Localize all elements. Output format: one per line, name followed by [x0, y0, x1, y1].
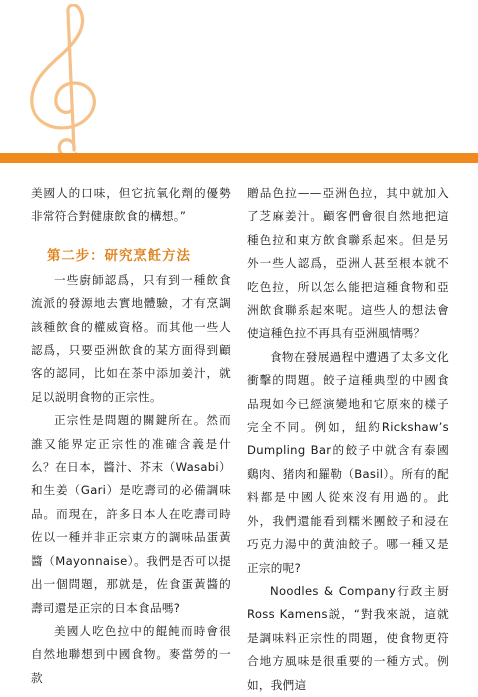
paragraph: 贈品色拉——亞洲色拉，其中就加入了芝麻姜汁。顧客們會很自然地把這種色拉和東方飲食聯系起來。但是另外一些人認爲，亞洲人甚至根本就不吃色拉，所以怎么能把這種食物和亞洲飲食聯系起來呢。這些人的想法會使這種色拉不再具有亞洲風情嗎？	[247, 186, 449, 341]
paragraph: Noodles & Company行政主厨Ross Kamens説，“對我來説，這就是調味料正宗性的問題，使食物更符合地方風味是很重要的一種方式。例如，我們這	[247, 583, 449, 692]
treble-clef-icon	[10, 4, 130, 159]
paragraph: 一些廚師認爲，只有到一種飲食流派的發源地去實地體驗，才有烹調該種飲食的權威資格。而其他一些人認爲，只要亞洲飲食的某方面得到顧客的認同，比如在茶中添加姜汁，就足以説明食物的正宗性。	[31, 272, 231, 404]
left-column	[31, 182, 231, 690]
paragraph: 食物在發展過程中遭遇了太多文化衝擊的問題。餃子這種典型的中國食品現如今已經演變地和它原來的樣子完全不同。例如，紐約Rickshaw’s Dumpling Bar的餃子中就含有泰國鷄肉、猪肉和羅勒（Basil）。所有的配料都是中國人從來沒有用過的。此外，我們還能看到糯米團餃子和浸在巧克力湯中的黄油餃子。哪一種又是正宗的呢?	[247, 349, 449, 575]
orange-header-rule	[0, 153, 478, 163]
right-column	[247, 182, 449, 697]
paragraph: 正宗性是問題的關鍵所在。然而誰又能界定正宗性的准確含義是什么？在日本，醬汁、芥末（Wasabi）和生姜（Gari）是吃壽司的必備調味品。而現在，許多日本人在吃壽司時佐以一種并非正宗東方的調味品蛋黃醬（Mayonnaise）。我們是否可以提出一個問題，那就是，佐食蛋黃醬的壽司還是正宗的日本食品嗎?	[31, 413, 231, 615]
section-heading: 第二步：研究烹飪方法	[47, 247, 191, 264]
paragraph: 美國人吃色拉中的餛飩而時會很自然地聯想到中國食物。麥當勞的一款	[31, 623, 231, 685]
paragraph: 美國人的口味，但它抗氧化劑的優勢非常符合對健康飲食的構想。”	[31, 186, 231, 224]
